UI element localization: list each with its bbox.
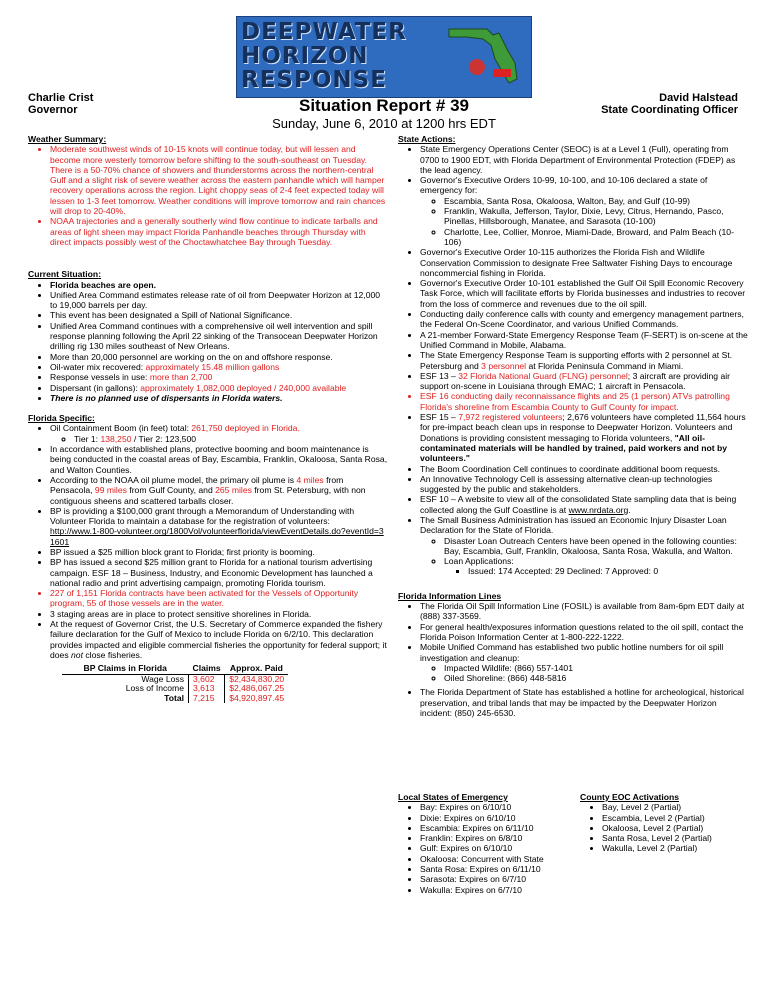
florida-map-icon [447,23,525,87]
list-item: • ESF 15 – 7,972 registered volunteers; 2,676 volunteers have completed 11,564 hours for pre-impact beach clean ups in response to Deepwater Horizon. Volunteers and Donations is providing consistent messaging to Florida volunteers, "All oil-contaminated materials will be handled by trained, paid workers and not by volunteers." [420,412,748,463]
list-item: • Oil Containment Boom (in feet) total: 261,750 deployed in Florida. ◦ Tier 1: 138,250 / Tier 2: 123,500 [50,423,388,444]
list-item: ◦ Charlotte, Lee, Collier, Monroe, Miami-Dade, Broward, and Palm Beach (10-106) [444,227,748,248]
list-item: • Wakulla, Level 2 (Partial) [602,843,712,853]
logo-line-1: DEEPWATER [241,19,407,45]
governor-name: Charlie Crist [28,92,94,104]
list-item: • There is no planned use of dispersants in Florida waters. [50,393,388,403]
list-item: • Oil-water mix recovered: approximately 15.48 million gallons [50,362,388,372]
list-item: • Gulf: Expires on 6/10/10 [420,843,544,853]
logo-line-3: RESPONSE [241,67,387,93]
list-item: • ESF 13 – 32 Florida National Guard (FLNG) personnel; 3 aircraft are providing air support on-scene in Louisiana through EMAC; 1 aircraft in Pensacola. [420,371,748,392]
list-item: • Franklin: Expires on 6/8/10 [420,833,544,843]
weather-heading: Weather Summary: [28,134,107,144]
list-item: ◦ Escambia, Santa Rosa, Okaloosa, Walton, Bay, and Gulf (10-99) [444,196,748,206]
list-item: • For general health/exposures information questions related to the oil spill, contact the Florida Poison Information Center at 1-800-222-1222. [420,622,748,643]
governor-title: Governor [28,104,78,116]
table-row: Total 7,215 $4,920,897.45 [62,694,288,704]
list-item: • In accordance with established plans, protective booming and boom maintenance is being conducted in the coastal areas of Bay, Escambia, Franklin, Okaloosa, Santa Rosa, and Walton Counties. [50,444,388,475]
bp-claims-table [62,663,288,703]
list-item: • Sarasota: Expires on 6/7/10 [420,874,544,884]
list-item: • ESF 10 – A website to view all of the consolidated State sampling data that is being collected along the Gulf Coastline is at www.nrdata.org. [420,494,748,515]
list-item: • Santa Rosa, Level 2 (Partial) [602,833,712,843]
list-item: • 227 of 1,151 Florida contracts have been activated for the Vessels of Opportunity program, 55 of those vessels are in the water. [50,588,388,609]
list-item: • The Florida Oil Spill Information Line (FOSIL) is available from 8am-6pm EDT daily at (888) 337-3569. [420,601,748,622]
report-date: Sunday, June 6, 2010 at 1200 hrs EDT [272,116,496,131]
list-item: • Okaloosa, Level 2 (Partial) [602,823,712,833]
state-actions-list [398,144,748,576]
list-item: ◦ Disaster Loan Outreach Centers have been opened in the following counties: Bay, Escambia, Gulf, Franklin, Okaloosa, Santa Rosa, Wakulla, and Walton. [444,536,748,557]
info-lines-heading: Florida Information Lines [398,590,502,601]
list-item: • Unified Area Command continues with a comprehensive oil well intervention and spill response planning following the April 22 sinking of the Transocean Deepwater Horizon drilling rig 130 miles southeast of New Orleans. [50,321,388,352]
table-row: Loss of Income 3,613 $2,486,067.25 [62,684,288,694]
list-item: ▪ Issued: 174 Accepted: 29 Declined: 7 Approved: 0 [468,566,748,576]
right-column [398,134,748,718]
info-lines-list [398,601,748,718]
florida-specific-heading: Florida Specific: [28,413,95,424]
list-item: • State Emergency Operations Center (SEOC) is at a Level 1 (Full), operating from 0700 to 1900 EDT, with Florida Department of Environmental Protection (FDEP) as the lead agency. [420,144,748,175]
list-item: • The Florida Department of State has established a hotline for archeological, historical preservation, and tribal lands that may be impacted by the Deepwater Horizon incident: (850) 245-6530. [420,687,748,718]
list-item: • The State Emergency Response Team is supporting efforts with 2 personnel at St. Petersburg and 3 personnel at Florida Peninsula Command in Miami. [420,350,748,371]
seal-icon [469,59,485,75]
local-emergency-block [398,792,544,895]
coordinator-name: David Halstead [659,92,738,104]
sert-badge-icon [493,69,511,77]
florida-specific-list [28,423,388,660]
list-item: • Conducting daily conference calls with county and emergency management partners, the Federal On-Scene Coordinator, and various Unified Commands. [420,309,748,330]
list-item: • Florida beaches are open. [50,280,388,290]
claims-header-claims: Claims [189,663,225,674]
list-item: • Governor's Executive Order 10-115 authorizes the Florida Fish and Wildlife Conservation Commission to designate Free Saltwater Fishing Days to encourage noncommercial fishing in Florida. [420,247,748,278]
list-item: ◦ Franklin, Wakulla, Jefferson, Taylor, Dixie, Levy, Citrus, Hernando, Pasco, Pinellas, Hillsborough, Manatee, and Sarasota (10-100) [444,206,748,227]
list-item: • Governor's Executive Orders 10-99, 10-100, and 10-106 declared a state of emergency for: ◦ Escambia, Santa Rosa, Okaloosa, Walton, Bay, and Gulf (10-99) ◦ Franklin, Wakulla, Jefferson, Taylor, Dixie, Levy, Citrus, Hernando, Pasco, Pinellas, Hillsborough, Manatee, and Sarasota (10-100) ◦ Charlotte, Lee, Collier, Monroe, Miami-Dade, Broward, and Palm Beach (10-106) [420,175,748,247]
logo-line-2: HORIZON [241,43,369,69]
claims-header-category: BP Claims in Florida [62,663,189,674]
coordinator-block [601,92,738,116]
list-item: • According to the NOAA oil plume model, the primary oil plume is 4 miles from Pensacola, 99 miles from Gulf County, and 265 miles from St. Petersburg, with non contiguous sheens and scattered tarballs closer. [50,475,388,506]
list-item: • ESF 16 conducting daily reconnaissance flights and 25 (1 person) ATVs patrolling Florida's shoreline from Escambia County to Gulf County for impact. [420,391,748,412]
list-item: • Moderate southwest winds of 10-15 knots will continue today, but will lessen and become more westerly tomorrow before shifting to the south-southeast on Tuesday. There is a 50-70% chance of showers and thunderstorms across the northern-central Gulf and a slight risk of severe weather across the eastern panhandle which will hamper recovery operations across the region. Light choppy seas of 2-4 feet expected today will lessen to 1-3 feet tomorrow. Weather conditions will improve tomorrow and rain chances will drop to 20-40%. [50,144,388,216]
list-item: • Mobile Unified Command has established two public hotline numbers for oil spill investigation and cleanup: ◦ Impacted Wildlife: (866) 557-1401 ◦ Oiled Shoreline: (866) 448-5816 [420,642,748,683]
current-situation-list [28,280,388,404]
list-item: • Wakulla: Expires on 6/7/10 [420,885,544,895]
list-item: • NOAA trajectories and a generally southerly wind flow continue to indicate tarballs and areas of light sheen may impact Florida Panhandle beaches through Thursday with direct impacts possibly west of the Choctawhatchee Bay through Tuesday. [50,216,388,247]
list-item: • At the request of Governor Crist, the U.S. Secretary of Commerce expanded the fishery failure declaration for the Gulf of Mexico to include Florida on 6/2/10. This declaration provides impacted and eligible commercial fisheries the opportunity for federal support; it does not close fisheries. [50,619,388,660]
list-item: ◦ Tier 1: 138,250 / Tier 2: 123,500 [74,434,388,444]
list-item: • Okaloosa: Concurrent with State [420,854,544,864]
list-item: ◦ Loan Applications: ▪ Issued: 174 Accepted: 29 Declined: 7 Approved: 0 [444,556,748,577]
list-item: • Bay, Level 2 (Partial) [602,802,712,812]
deepwater-horizon-logo [236,16,532,98]
list-item: • BP issued a $25 million block grant to Florida; first priority is booming. [50,547,388,557]
county-eoc-list [580,802,712,853]
list-item: • BP is providing a $100,000 grant through a Memorandum of Understanding with Volunteer Florida to maintain a database for the registration of volunteers: http://www.1-800-volunteer.org/1800Vol/volunteerflorida/viewEventDetails.do?eventId=31601 [50,506,388,547]
list-item: • Santa Rosa: Expires on 6/11/10 [420,864,544,874]
state-actions-heading: State Actions: [398,134,456,144]
county-eoc-heading: County EOC Activations [580,792,679,802]
list-item: • An Innovative Technology Cell is assessing alternative clean-up technologies suggested by the public and stakeholders. [420,474,748,495]
list-item: • Governor's Executive Order 10-101 established the Gulf Oil Spill Economic Recovery Task Force, which will facilitate efforts by Florida businesses and industries to recover from the loss of commerce and revenues due to the oil spill. [420,278,748,309]
list-item: • The Small Business Administration has issued an Economic Injury Disaster Loan Declaration for the State of Florida. ◦ Disaster Loan Outreach Centers have been opened in the following counties: Bay, Escambia, Gulf, Franklin, Okaloosa, Santa Rosa, Wakulla, and Walton. ◦ Loan Applications: ▪ Issued: 174 Accepted: 29 Declined: 7 Approved: 0 [420,515,748,577]
list-item: • This event has been designated a Spill of National Significance. [50,310,388,320]
claims-header-paid: Approx. Paid [225,663,288,674]
report-title: Situation Report # 39 [298,96,470,115]
list-item: • 3 staging areas are in place to protect sensitive shorelines in Florida. [50,609,388,619]
local-emergency-heading: Local States of Emergency [398,792,508,802]
list-item: • A 21-member Forward-State Emergency Response Team (F-SERT) is on-scene at the Unified Command in Mobile, Alabama. [420,330,748,351]
current-situation-heading: Current Situation: [28,269,102,280]
list-item: • BP has issued a second $25 million grant to Florida for a national tourism advertising campaign. ESF 18 – Business, Industry, and Economic Development has launched a national radio and print advertising campaign, promoting Florida tourism. [50,557,388,588]
coordinator-title: State Coordinating Officer [601,104,738,116]
table-row: Wage Loss 3,602 $2,434,830.20 [62,674,288,684]
list-item: • The Boom Coordination Cell continues to coordinate additional boom requests. [420,464,748,474]
list-item: • More than 20,000 personnel are working on the on and offshore response. [50,352,388,362]
volunteer-link[interactable]: http://www.1-800-volunteer.org/1800Vol/volunteerflorida/viewEventDetails.do?eventId=31601 [50,526,384,547]
list-item: • Escambia, Level 2 (Partial) [602,813,712,823]
local-emergency-list [398,802,544,895]
list-item: • Escambia: Expires on 6/11/10 [420,823,544,833]
list-item: ◦ Oiled Shoreline: (866) 448-5816 [444,673,748,683]
left-column [28,134,388,703]
list-item: • Bay: Expires on 6/10/10 [420,802,544,812]
list-item: ◦ Impacted Wildlife: (866) 557-1401 [444,663,748,673]
county-eoc-block [580,792,712,854]
list-item: • Dispersant (in gallons): approximately 1,082,000 deployed / 240,000 available [50,383,388,393]
list-item: • Unified Area Command estimates release rate of oil from Deepwater Horizon at 12,000 to 19,000 barrels per day. [50,290,388,311]
list-item: • Dixie: Expires on 6/10/10 [420,813,544,823]
nrdata-link[interactable]: www.nrdata.org [568,504,629,515]
weather-list [28,144,388,247]
list-item: • Response vessels in use: more than 2,700 [50,372,388,382]
